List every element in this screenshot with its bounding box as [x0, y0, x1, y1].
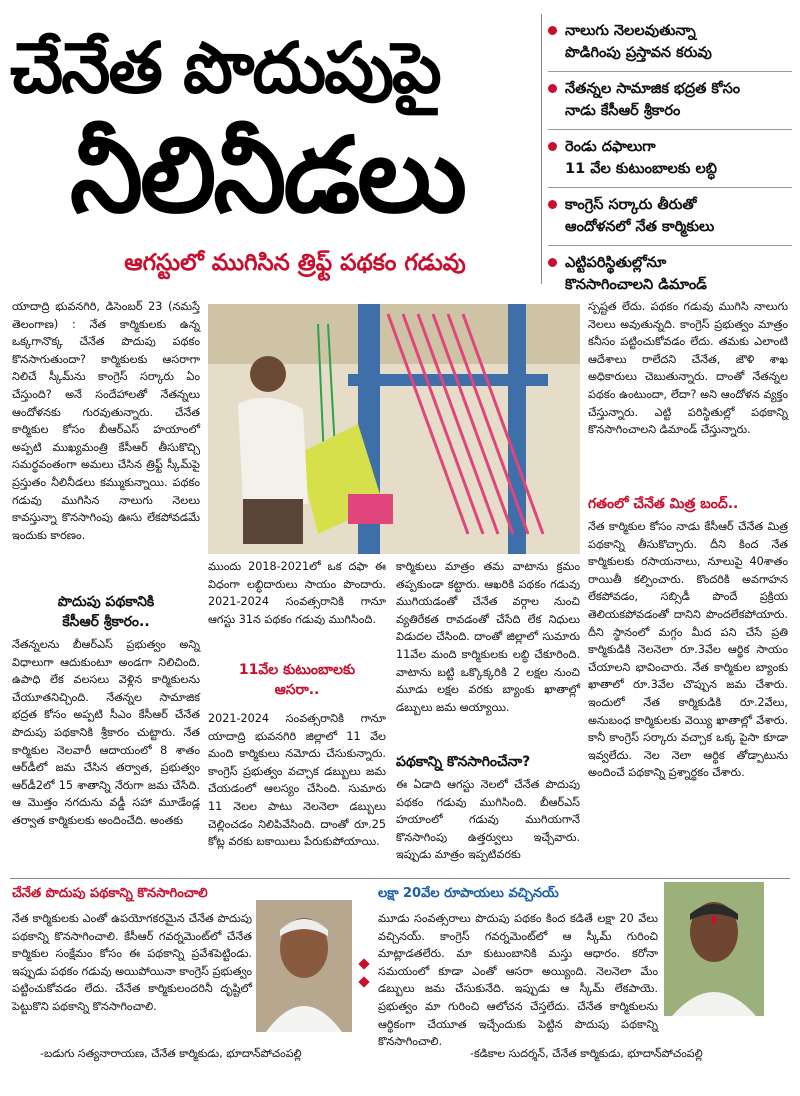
col2-subhead: 11వేల కుటుంబాలకు ఆసరా..: [238, 662, 356, 698]
header-divider: [541, 14, 542, 284]
article-col2-body: 2021-2024 సంవత్సరానికి గానూ యాదాద్రి భువనగిరి జిల్లాలో 11 వేల మంది కార్మికులు నమోదు చేసుకున్నారు. కాంగ్రెస్ ప్రభుత్వం వచ్చాక డబ్బులు జమ చేయడంలో ఆలస్యం చేసింది. సుమారు 11 నెలల పాటు నెలనెలా డబ్బులు చెల్లించడం నిలిపివేసింది. దాంతో రూ.25 కోట్ల వరకు బకాయిలు పేరుకుపోయాయి.: [208, 712, 386, 849]
article-col1-body: నేతన్నలను బీఆర్ఎస్ ప్రభుత్వం అన్ని విధాలుగా ఆదుకుంటూ అండగా నిలిచింది. ఉపాధి లేక వలసలు వెళ్లిన కార్మికులను చేయూతనిచ్చింది. నేతన్నల సామాజిక భద్రత కోసం అప్పటి సీఎం కేసీఆర్ చేనేత పొదుపు పథకానికి శ్రీకారం చుట్టారు. నేత కార్మికుల నెలవారీ ఆదాయంలో 8 శాతం ఆర్‌డీలో జమ చేసిన తర్వాత, ప్రభుత్వం ఆర్‌డీ2లో 15 శాతాన్ని నేరుగా జమ చేసేది. ఆ మొత్తం నగదును వడ్డీ సహా మూడేండ్ల తర్వాత కార్మికులకు అందించేది. అంతకు: [12, 638, 200, 827]
portrait-right-photo: [664, 882, 764, 1016]
col1-subhead: పొదుపు పథకానికి కేసీఆర్ శ్రీకారం..: [57, 594, 155, 630]
box-left-body: నేత కార్మికులకు ఎంతో ఉపయోగకరమైన చేనేత పొదుపు పథకాన్ని కొనసాగించాలి. కేసీఆర్ గవర్నమెంట్‌లో చేనేత కార్మికుల సంక్షేమం కోసం ఈ పథకాన్ని ప్రవేశపెట్టిండు. ఇప్పుడు పథకం గడువు అయిపోయినా కాంగ్రెస్ ప్రభుత్వం పట్టించుకోవడం లేదు. చేనేత కార్మికులందరినీ దృష్టిలో పెట్టుకొని పథకాన్ని కొనసాగించాలి.: [12, 912, 252, 1013]
box-right-title: లక్షా 20వేల రూపాయలు వచ్చినయ్: [378, 886, 559, 901]
article-col4-top: స్పష్టత లేదు. పథకం గడువు ముగిసి నాలుగు నెలలు అవుతున్నది. కాంగ్రెస్ ప్రభుత్వం మాత్రం కనీసం పట్టించుకోవడం లేదు. తమకు ఎలాంటి ఆదేశాలు రాలేదని చేనేత, జౌళి శాఖ అధికారులు చెబుతున్నారు. దాంతో నేతన్నల పథకం ఉంటుందా, లేదా? అని ఆందోళన వ్యక్తం చేస్తున్నారు. ఎట్టి పరిస్థితుల్లో పథకాన్ని కొనసాగించాలని డిమాండ్ చేస్తున్నారు.: [588, 300, 788, 437]
col4-subhead: గతంలో చేనేత మిత్ర బంద్..: [588, 496, 739, 512]
separator-diamond-icon: [358, 958, 369, 969]
portrait-illustration: [664, 882, 764, 1016]
subheading: ఆగస్టులో ముగిసిన త్రిఫ్ట్ పథకం గడువు: [124, 250, 466, 276]
box-left-title: చేనేత పొదుపు పథకాన్ని కొనసాగించాలి: [12, 886, 208, 901]
article-col4-body: నేత కార్మికుల కోసం నాడు కేసీఆర్ చేనేత మిత్ర పథకాన్ని తీసుకొచ్చారు. దీని కింద నేత కార్మికులకు రసాయనాలు, నూలుపై 40శాతం రాయితీ కల్పించారు. కొందరికి అవగాహన లేకపోవడం, సబ్సిడీ పొందే ప్రక్రియ తెలియకపోవడంతో దానిని పొందలేకపోయారు. దీని స్థానంలో మగ్గం మీద పని చేసే ప్రతి కార్మికుడికి నెలనెలా రూ.3వేల ఆర్థిక సాయం చేయాలని భావించారు. నేత కార్మికుల బ్యాంకు ఖాతాలో రూ.3వేల చొప్పున జమ చేశారు. ఇందులో నేత కార్మికుడికి రూ.2వేలు, అనుబంధ కార్మికులకు వెయ్యి ఖాతాల్లో వేశారు. కానీ కాంగ్రెస్ సర్కారు వచ్చాక ఒక్క పైసా కూడా ఇవ్వలేదు. నెల నెలా ఆర్థిక తోడ్పాటును అందించే పథకాన్ని ప్రశ్నార్థకం చేశారు.: [588, 520, 788, 780]
bullet-icon: [548, 142, 557, 151]
portrait-left-photo: [256, 900, 352, 1032]
portrait-illustration: [256, 900, 352, 1032]
box-right-body: మూడు సంవత్సరాలు పొదుపు పథకం కింద కడితే లక్షా 20 వేలు వచ్చినయ్. కాంగ్రెస్ గవర్నమెంట్‌లో ఆ స్కీమ్ గురించి మాట్లాడతలేరు. మా కుటుంబానికి మస్తు ఆధారం. కరోనా సమయంలో కూడా ఎంతో ఆసరా అయ్యింది. నెలనెలా మేం డబ్బులు జమ చేసుకునేది. ఇప్పుడు ఆ స్కీమ్ లేకపాయె. ప్రభుత్వం మా గురించి ఆలోచన చేస్తలేదు. చేనేత కార్మికులను ఆర్థికంగా చేయూత ఇచ్చేందుకు పెట్టిన పొదుపు పథకాన్ని కొనసాగించాలి.: [378, 912, 658, 1049]
highlight-item: కాంగ్రెస్ సర్కారు తీరుతో ఆందోళనలో నేత కార్మికులు: [548, 188, 792, 246]
box-right-byline: -కడికాల సుదర్శన్, చేనేత కార్మికుడు, భూదాన్‌పోచంపల్లి: [470, 1047, 703, 1060]
headline-line2: నీలినీడలు: [70, 114, 464, 236]
bullet-icon: [548, 26, 557, 35]
box-left-byline: -బడుగు సత్యనారాయణ, చేనేత కార్మికుడు, భూదాన్‌పోచంపల్లి: [40, 1047, 302, 1060]
section-divider: [10, 878, 790, 879]
highlight-item: రెండు దఫాలుగా 11 వేల కుటుంబాలకు లబ్ధి: [548, 130, 792, 188]
col3-subhead: పథకాన్ని కొనసాగించేనా?: [396, 754, 531, 770]
headline-line1: చేనేత పొదుపుపై: [10, 27, 440, 109]
article-col3-body: ఈ ఏడాది ఆగస్టు నెలలో చేనేత పొదుపు పథకం గడువు ముగిసింది. బీఆర్ఎస్ హయాంలో గడువు ముగియగానే కొనసాగింపు ఉత్తర్వులు ఇచ్చేవారు. ఇప్పుడు మాత్రం ఇప్పటివరకు: [396, 778, 580, 862]
highlight-item: ఎట్టిపరిస్థితుల్లోనూ కొనసాగించాలని డిమాండ్: [548, 246, 792, 303]
bullet-icon: [548, 258, 557, 267]
highlights-list: [548, 14, 792, 303]
separator-diamond-icon: [358, 976, 369, 987]
article-col3-top: కార్మికులు మాత్రం తమ వాటాను క్రమం తప్పకుండా కట్టారు. ఆఖరికి పథకం గడువు ముగియడంతో చేనేత వర్గాల నుంచి వ్యతిరేకత రావడంతో చేసేది లేక నిధులు విడుదల చేసింది. దాంతో జిల్లాలో సుమారు 11వేల మంది కార్మికులకు లబ్ధి చేకూరింది. వాటాను బట్టి ఒక్కొక్కరికి 2 లక్షల నుంచి మూడు లక్షల వరకు బ్యాంకు ఖాతాల్లో డబ్బులు జమ అయ్యాయి.: [396, 560, 580, 714]
bullet-icon: [548, 200, 557, 209]
highlight-item: నేతన్నల సామాజిక భద్రత కోసం నాడు కేసీఆర్ శ్రీకారం: [548, 72, 792, 130]
article-col2-top: ముందు 2018-2021లో ఒక దఫా ఈ విధంగా లబ్ధిదారులు సాయం పొందారు. 2021-2024 సంవత్సరానికి గానూ ఆగస్టు 31న పథకం గడువు ముగిసింది.: [208, 560, 386, 626]
highlight-item: నాలుగు నెలలవుతున్నా పొడిగింపు ప్రస్తావన కరువు: [548, 14, 792, 72]
weaver-loom-photo: [208, 304, 580, 554]
bullet-icon: [548, 84, 557, 93]
loom-illustration: [208, 304, 580, 554]
article-col1-intro: యాదాద్రి భువనగిరి, డిసెంబర్ 23 (నమస్తే తెలంగాణ) : నేత కార్మికులకు ఉన్న ఒక్కగానొక్క చేనేత పొదుపు పథకం కొనసాగుతుందా? కార్మికులకు ఆసరాగా నిలిచే స్కీమ్‌ను కాంగ్రెస్ సర్కారు ఏం చేస్తుంది? అనే సందేహాలతో నేతన్నలు ఆందోళనకు గురవుతున్నారు. చేనేత కార్మికుల కోసం బీఆర్ఎస్ హయాంలో అప్పటి ముఖ్యమంత్రి కేసీఆర్ తీసుకొచ్చి సమర్థవంతంగా అమలు చేసిన త్రిఫ్ట్ స్కీమ్‌పై ప్రస్తుతం నీలినీడలు కమ్ముకున్నాయి. పథకం గడువు ముగిసిన నాలుగు నెలలు కావస్తున్నా కొనసాగింపు ఊసు లేకపోవడమే ఇందుకు కారణం.: [12, 300, 200, 542]
